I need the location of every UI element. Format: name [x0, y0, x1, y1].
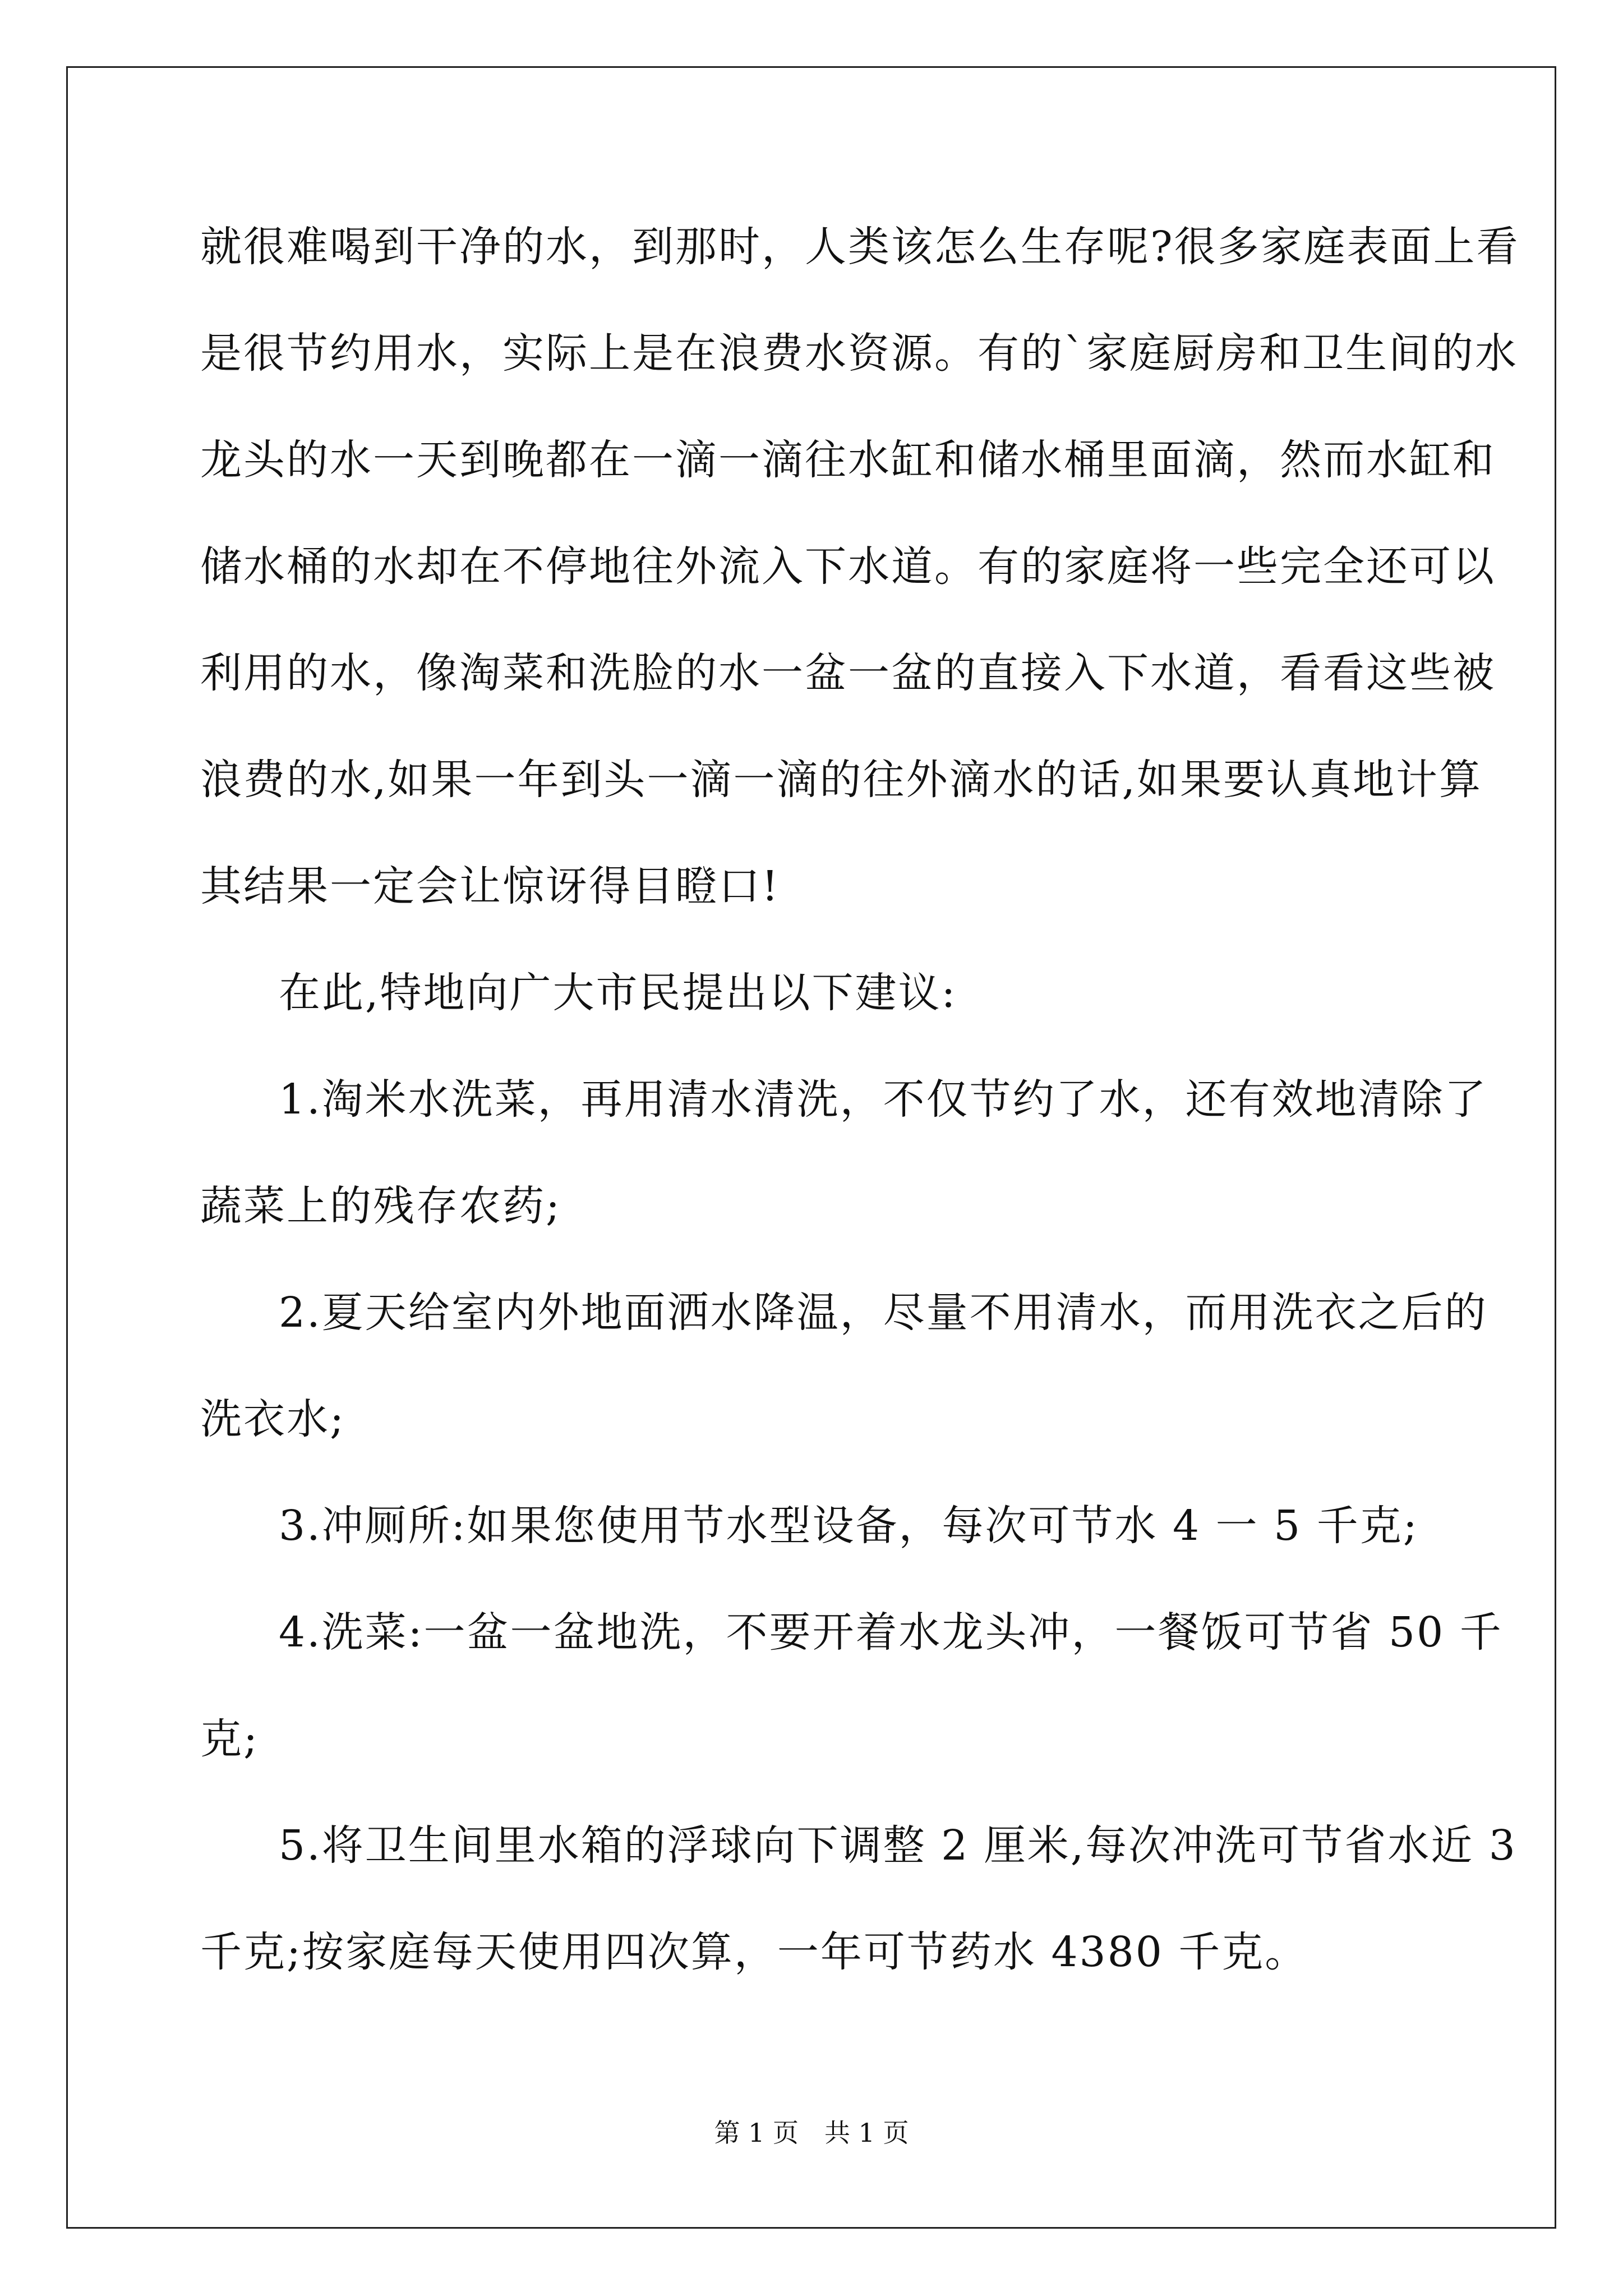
body-line: 龙头的水一天到晚都在一滴一滴往水缸和储水桶里面滴，然而水缸和	[200, 436, 1496, 484]
page-footer	[0, 2116, 1623, 2150]
body-line: 浪费的水,如果一年到头一滴一滴的往外滴水的话,如果要认真地计算	[200, 756, 1483, 804]
suggestion-2-cont: 洗衣水;	[200, 1395, 345, 1443]
suggestion-1: 1.淘米水洗菜，再用清水清洗，不仅节约了水，还有效地清除了	[279, 1075, 1488, 1124]
suggestion-1-cont: 蔬菜上的残存农药;	[200, 1182, 561, 1230]
suggestion-5-cont: 千克;按家庭每天使用四次算，一年可节药水 4380 千克。	[200, 1928, 1308, 1976]
body-line: 利用的水，像淘菜和洗脸的水一盆一盆的直接入下水道，看看这些被	[200, 649, 1496, 697]
suggestion-5: 5.将卫生间里水箱的浮球向下调整 2 厘米,每次冲洗可节省水近 3	[279, 1821, 1517, 1870]
suggestion-3: 3.冲厕所:如果您使用节水型设备，每次可节水 4 一 5 千克;	[279, 1502, 1419, 1550]
body-line: 是很节约用水，实际上是在浪费水资源。有的`家庭厨房和卫生间的水	[200, 329, 1518, 378]
body-line: 储水桶的水却在不停地往外流入下水道。有的家庭将一些完全还可以	[200, 542, 1496, 591]
page-frame	[66, 66, 1556, 2229]
page-number-current: 第 1 页	[714, 2118, 799, 2148]
body-line: 就很难喝到干净的水，到那时，人类该怎么生存呢?很多家庭表面上看	[200, 223, 1520, 271]
page-number-total: 共 1 页	[824, 2118, 909, 2148]
suggestion-4: 4.洗菜:一盆一盆地洗，不要开着水龙头冲，一餐饭可节省 50 千	[279, 1608, 1503, 1657]
suggestion-2: 2.夏天给室内外地面洒水降温，尽量不用清水，而用洗衣之后的	[279, 1289, 1488, 1337]
paragraph-intro: 在此,特地向广大市民提出以下建议:	[279, 969, 957, 1017]
suggestion-4-cont: 克;	[200, 1715, 259, 1763]
body-line: 其结果一定会让惊讶得目瞪口!	[200, 862, 780, 910]
